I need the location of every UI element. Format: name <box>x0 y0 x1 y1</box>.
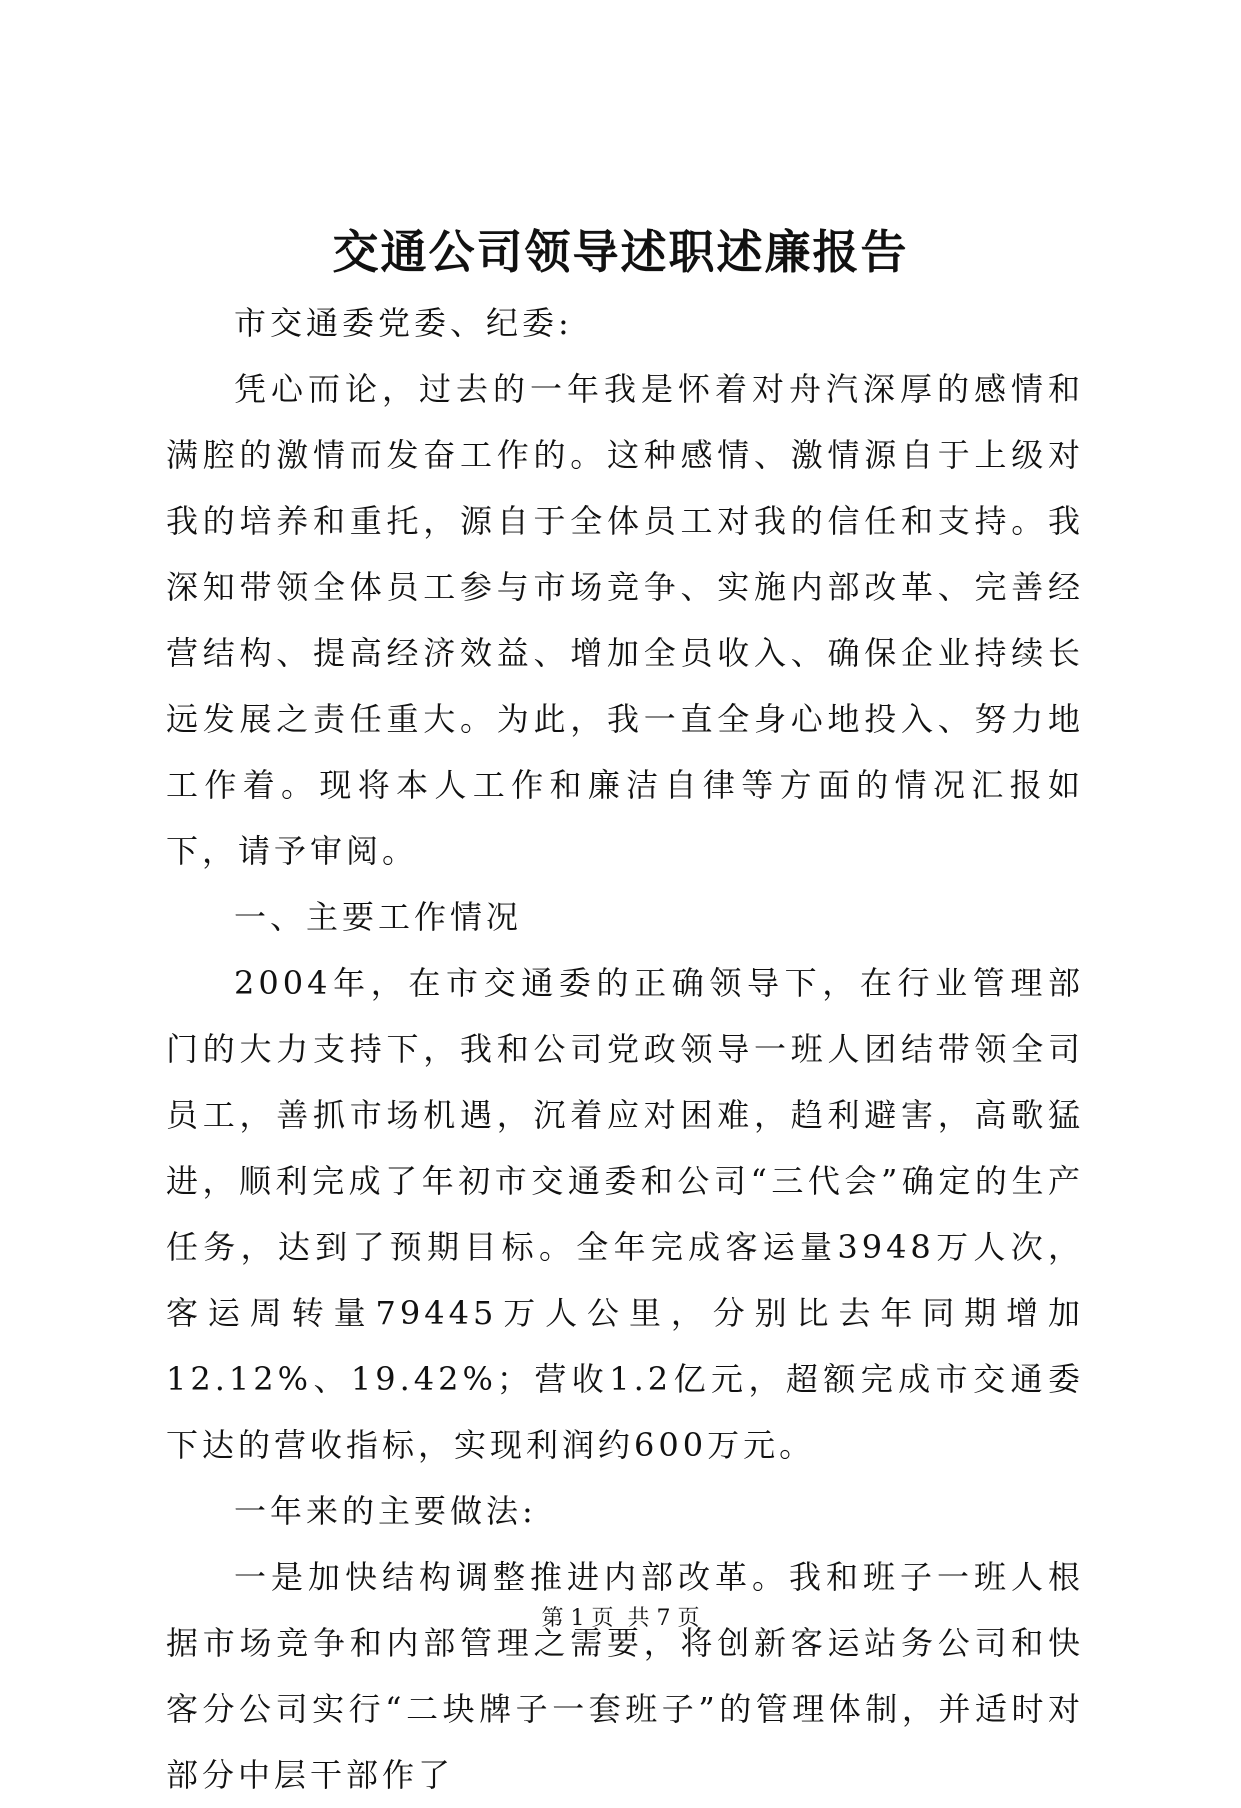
document-body <box>166 290 1084 1808</box>
document-title: 交通公司领导述职述廉报告 <box>332 225 909 279</box>
page-number: 第 1 页 共 7 页 <box>541 1606 700 1631</box>
paragraph-intro: 凭心而论，过去的一年我是怀着对舟汽深厚的感情和满腔的激情而发奋工作的。这种感情、激情源自于上级对我的培养和重托，源自于全体员工对我的信任和支持。我深知带领全体员工参与市场竞争、实施内部改革、完善经营结构、提高经济效益、增加全员收入、确保企业持续长远发展之责任重大。为此，我一直全身心地投入、努力地工作着。现将本人工作和廉洁自律等方面的情况汇报如下，请予审阅。 <box>166 370 1084 870</box>
section-heading: 一、主要工作情况 <box>234 898 523 936</box>
paragraph-summary: 2004年，在市交通委的正确领导下，在行业管理部门的大力支持下，我和公司党政领导一班人团结带领全司员工，善抓市场机遇，沉着应对困难，趋利避害，高歌猛进，顺利完成了年初市交通委和公司“三代会”确定的生产任务，达到了预期目标。全年完成客运量3948万人次，客运周转量79445万人公里，分别比去年同期增加12.12%、19.42%；营收1.2亿元，超额完成市交通委下达的营收指标，实现利润约600万元。 <box>166 964 1084 1464</box>
page-footer <box>0 1604 1241 1634</box>
subheading: 一年来的主要做法: <box>234 1492 537 1530</box>
salutation: 市交通委党委、纪委: <box>234 304 573 342</box>
paragraph-item-one: 一是加快结构调整推进内部改革。我和班子一班人根据市场竞争和内部管理之需要，将创新客运站务公司和快客分公司实行“二块牌子一套班子”的管理体制，并适时对部分中层干部作了 <box>166 1558 1084 1794</box>
